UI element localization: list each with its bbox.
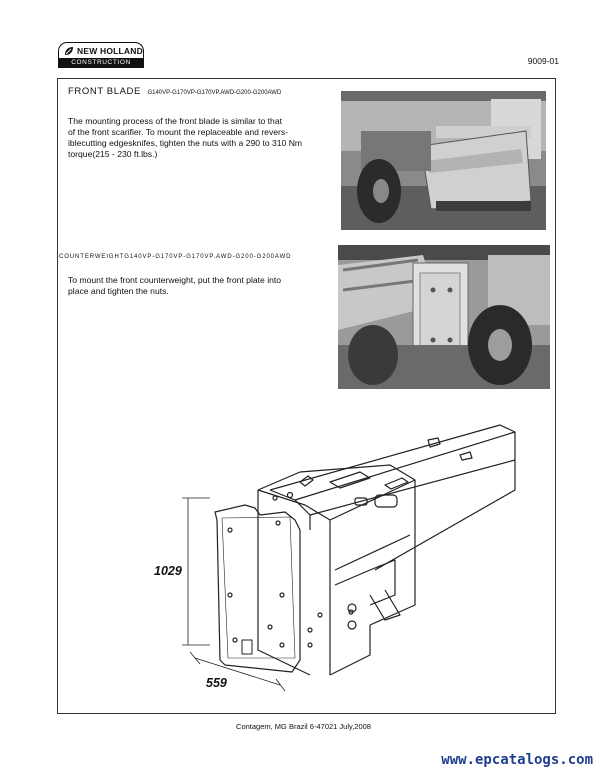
- new-holland-logo: [58, 42, 144, 68]
- logo-brand-text: NEW HOLLAND: [77, 45, 143, 56]
- leaf-icon: [64, 46, 74, 56]
- paragraph-line: torque(215 - 230 ft.lbs.): [68, 149, 158, 159]
- logo-top: [58, 42, 144, 58]
- paragraph-line: of the front scarifier. To mount the replaceable and revers-: [68, 127, 289, 137]
- paragraph-line: iblecutting edgesknifes, tighten the nuts with a 290 to 310 Nm: [68, 138, 303, 148]
- page-code: 9009-01: [527, 56, 559, 66]
- counterweight-photo: [338, 245, 550, 389]
- counterweight-drawing: [170, 420, 540, 700]
- paragraph-line: place and tighten the nuts.: [68, 286, 169, 296]
- footer-text: Contagem, MG Brazil 6-47021 July,2008: [236, 722, 371, 731]
- watermark-url[interactable]: www.epcatalogs.com: [441, 752, 593, 768]
- front-blade-heading: [68, 86, 281, 97]
- counterweight-paragraph: [68, 275, 328, 297]
- dimension-height: 1029: [154, 564, 182, 578]
- paragraph-line: To mount the front counterweight, put the front plate into: [68, 275, 282, 285]
- front-blade-photo: [341, 91, 546, 230]
- counterweight-heading: COUNTERWEIGHTG140VP-G170VP-G170VP.AWD-G200-G200AWD: [59, 254, 292, 260]
- logo-sub-text: CONSTRUCTION: [58, 58, 144, 68]
- paragraph-line: The mounting process of the front blade is similar to that: [68, 116, 282, 126]
- front-blade-title: FRONT BLADE: [68, 86, 141, 97]
- dimension-width: 559: [206, 676, 227, 690]
- front-blade-models: G140VP-G170VP-G170VP.AWD-G200-G200AWD: [147, 90, 282, 96]
- front-blade-paragraph: [68, 116, 338, 160]
